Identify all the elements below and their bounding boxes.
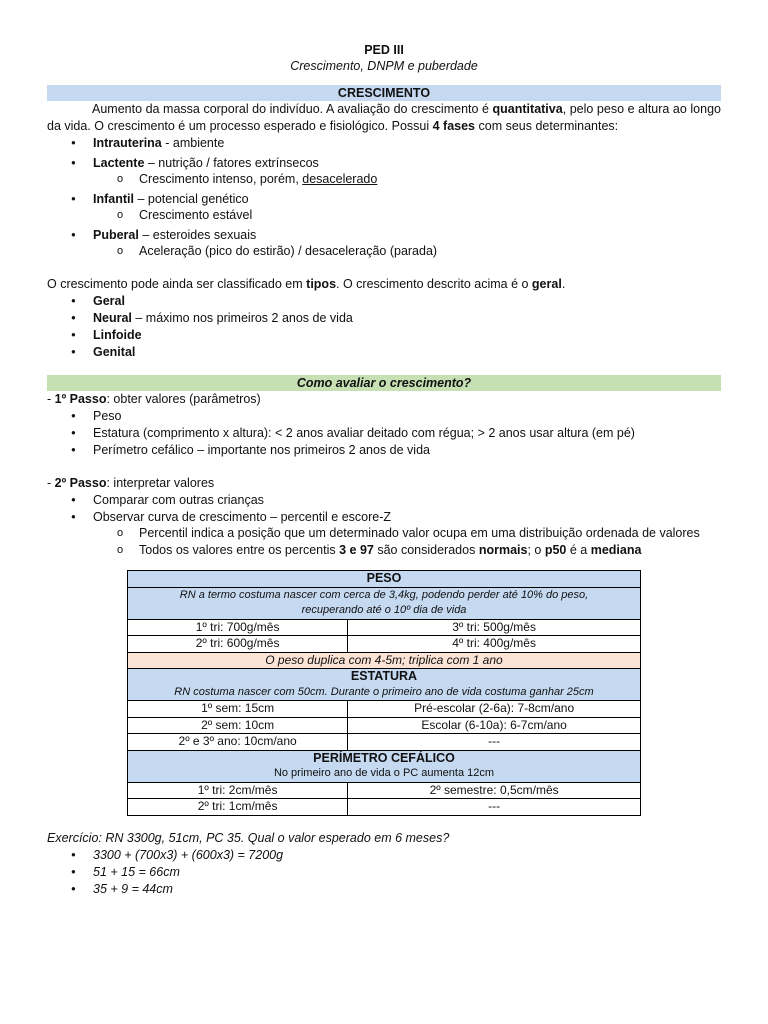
pc-subtitle: No primeiro ano de vida o PC aumenta 12cm [128, 766, 641, 782]
list-item: ● Geral [47, 293, 721, 310]
list-item: ● 51 + 15 = 66cm [47, 864, 721, 881]
peso-subtitle-2: recuperando até o 10º dia de vida [128, 603, 641, 619]
sub-list-item: o Crescimento intenso, porém, desacelerado [47, 171, 721, 188]
passo2-line: - 2º Passo: interpretar valores [47, 475, 215, 490]
list-item: ● Intrauterina - ambiente [47, 135, 721, 152]
list-item: ● Comparar com outras crianças [47, 492, 721, 509]
list-item: ● Observar curva de crescimento – percentil e escore-Z o Percentil indica a posição que um determinado valor ocupa em uma distribuição ordenada de valores o Todos os valores entre os percentis 3 e 97 são considerados normais; o p50 é a mediana [47, 509, 721, 559]
estatura-title: ESTATURA [128, 669, 641, 685]
table-row: 1º tri: 700g/mês 3º tri: 500g/mês [128, 619, 641, 636]
list-item: ● Genital [47, 344, 721, 361]
list-item: ● Neural – máximo nos primeiros 2 anos de vida [47, 310, 721, 327]
table-row: 2º sem: 10cm Escolar (6-10a): 6-7cm/ano [128, 717, 641, 734]
list-item: ● Infantil – potencial genético o Crescimento estável [47, 191, 721, 224]
table-row: 1º tri: 2cm/mês 2º semestre: 0,5cm/mês [128, 782, 641, 799]
table-row: 1º sem: 15cm Pré-escolar (2-6a): 7-8cm/ano [128, 701, 641, 718]
peso-note-row: O peso duplica com 4-5m; triplica com 1 ano [128, 652, 641, 669]
tipos-paragraph: O crescimento pode ainda ser classificado em tipos. O crescimento descrito acima é o geral. [47, 276, 566, 291]
pc-title: PERÍMETRO CEFÁLICO [128, 750, 641, 766]
estatura-subtitle: RN costuma nascer com 50cm. Durante o primeiro ano de vida costuma ganhar 25cm [128, 685, 641, 701]
passo1-line: - 1º Passo: obter valores (parâmetros) [47, 392, 261, 406]
page-title: PED III [364, 43, 404, 57]
fases-list [47, 135, 721, 260]
page-subtitle: Crescimento, DNPM e puberdade [290, 59, 478, 73]
sub-list-item: o Crescimento estável [47, 207, 721, 224]
sub-list-item: o Todos os valores entre os percentis 3 e 97 são considerados normais; o p50 é a mediana [47, 542, 721, 559]
peso-title: PESO [128, 571, 641, 588]
tipos-list [47, 293, 721, 361]
growth-table [127, 570, 641, 816]
peso-subtitle: RN a termo costuma nascer com cerca de 3,4kg, podendo perder até 10% do peso, [128, 587, 641, 603]
list-item: ● Perímetro cefálico – importante nos primeiros 2 anos de vida [47, 442, 721, 459]
table-row: 2º e 3º ano: 10cm/ano --- [128, 734, 641, 751]
list-item: ● 3300 + (700x3) + (600x3) = 7200g [47, 847, 721, 864]
list-item: ● Estatura (comprimento x altura): < 2 anos avaliar deitado com régua; > 2 anos usar altura (em pé) [47, 425, 721, 442]
exercise-question: Exercício: RN 3300g, 51cm, PC 35. Qual o valor esperado em 6 meses? [47, 830, 450, 845]
section-heading-avaliar: Como avaliar o crescimento? [47, 375, 721, 391]
table-row: 2º tri: 600g/mês 4º tri: 400g/mês [128, 636, 641, 653]
list-item: ● Puberal – esteroides sexuais o Aceleração (pico do estirão) / desaceleração (parada) [47, 227, 721, 260]
passo1-list [47, 408, 721, 459]
sub-list-item: o Percentil indica a posição que um determinado valor ocupa em uma distribuição ordenada de valores [47, 525, 721, 542]
section-heading-crescimento: CRESCIMENTO [47, 85, 721, 101]
intro-paragraph: Aumento da massa corporal do indivíduo. A avaliação do crescimento é quantitativa, pelo peso e altura ao longo da vida. O crescimento é um processo esperado e fisiológico. Possui 4 fases com seus determinantes: [47, 102, 721, 133]
list-item: ● Peso [47, 408, 721, 425]
list-item: ● Linfoide [47, 327, 721, 344]
table-row: 2º tri: 1cm/mês --- [128, 799, 641, 816]
sub-list-item: o Aceleração (pico do estirão) / desaceleração (parada) [47, 243, 721, 260]
list-item: ● 35 + 9 = 44cm [47, 881, 721, 898]
exercise-answers [47, 847, 721, 898]
document-page [47, 42, 721, 898]
passo2-list [47, 492, 721, 559]
list-item: ● Lactente – nutrição / fatores extrínsecos o Crescimento intenso, porém, desacelerado [47, 155, 721, 188]
